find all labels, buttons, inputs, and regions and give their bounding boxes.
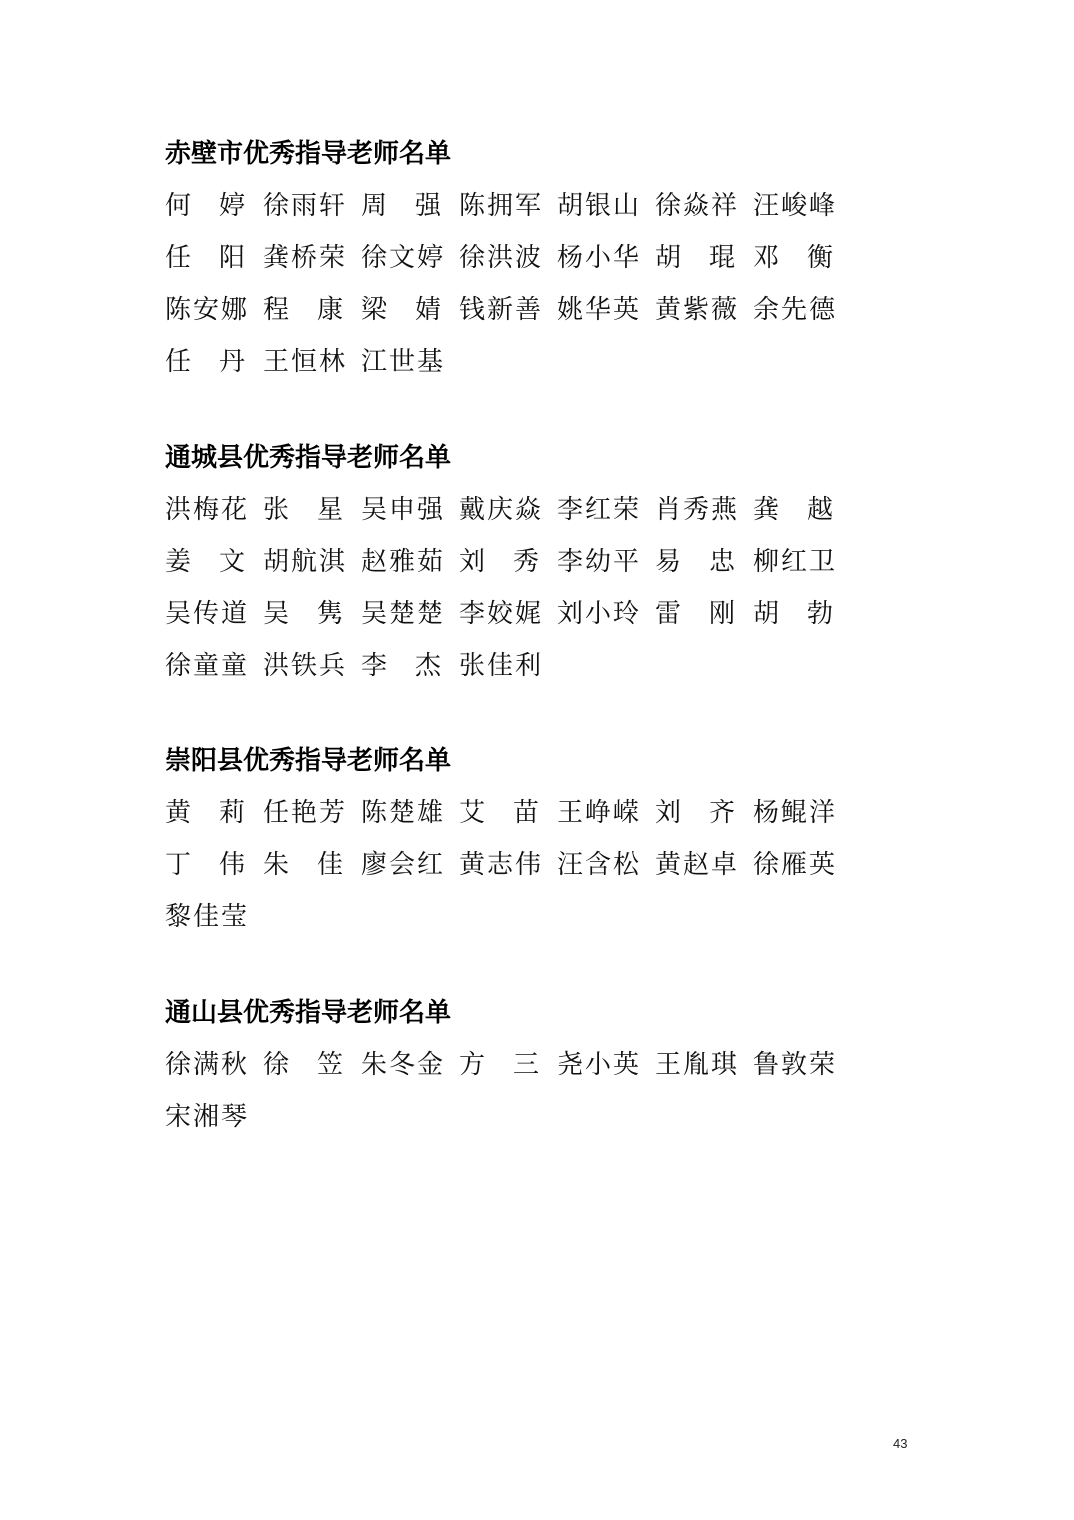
teacher-name: 鲁敦荣: [753, 1050, 838, 1080]
teacher-name: 任艳芳: [263, 798, 348, 828]
teacher-name: 李姣娓: [459, 599, 544, 629]
section-title: 通城县优秀指导老师名单: [165, 443, 452, 473]
teacher-name: 陈拥军: [459, 191, 544, 221]
teacher-name: 艾 苗: [459, 798, 542, 828]
teacher-name: 周 强: [361, 191, 444, 221]
teacher-name: 刘小玲: [557, 599, 642, 629]
teacher-name: 邓 衡: [753, 243, 836, 273]
teacher-name: 胡 勃: [753, 599, 836, 629]
teacher-name: 吴 隽: [263, 599, 346, 629]
names-row: [165, 891, 865, 943]
teacher-name: 龚桥荣: [263, 243, 348, 273]
teacher-name: 肖秀燕: [655, 495, 740, 525]
names-row: [165, 284, 865, 336]
teacher-name: 龚 越: [753, 495, 836, 525]
names-row: [165, 839, 865, 891]
teacher-name: 姜 文: [165, 547, 248, 577]
teacher-name: 廖会红: [361, 850, 446, 880]
teacher-name: 王峥嵘: [557, 798, 642, 828]
names-row: [165, 588, 865, 640]
teacher-name: 徐 笠: [263, 1050, 346, 1080]
teacher-name: 方 三: [459, 1050, 542, 1080]
teacher-name: 洪铁兵: [263, 651, 348, 681]
names-row: [165, 232, 865, 284]
teacher-name: 黄 莉: [165, 798, 248, 828]
teacher-name: 钱新善: [459, 295, 544, 325]
teacher-name: 徐童童: [165, 651, 250, 681]
teacher-name: 黄紫薇: [655, 295, 740, 325]
section-title: 赤壁市优秀指导老师名单: [165, 139, 452, 169]
teacher-name: 何 婷: [165, 191, 248, 221]
teacher-name: 程 康: [263, 295, 346, 325]
names-row: [165, 484, 865, 536]
teacher-name: 李 杰: [361, 651, 444, 681]
teacher-name: 吴传道: [165, 599, 250, 629]
teacher-name: 徐雨轩: [263, 191, 348, 221]
teacher-name: 朱冬金: [361, 1050, 446, 1080]
teacher-name: 刘 齐: [655, 798, 738, 828]
section-tongcheng: [165, 432, 865, 692]
names-row: [165, 1091, 865, 1143]
names-list: [165, 1039, 865, 1143]
names-row: [165, 536, 865, 588]
section-title: 通山县优秀指导老师名单: [165, 998, 452, 1028]
teacher-name: 张佳利: [459, 651, 544, 681]
names-list: [165, 484, 865, 692]
teacher-name: 汪含松: [557, 850, 642, 880]
teacher-name: 王胤琪: [655, 1050, 740, 1080]
page-number: 43: [893, 1436, 908, 1451]
names-row: [165, 1039, 865, 1091]
teacher-name: 余先德: [753, 295, 838, 325]
teacher-name: 任 丹: [165, 347, 248, 377]
names-list: [165, 787, 865, 943]
teacher-name: 柳红卫: [753, 547, 838, 577]
teacher-name: 黄志伟: [459, 850, 544, 880]
teacher-name: 李红荣: [557, 495, 642, 525]
section-title: 崇阳县优秀指导老师名单: [165, 746, 452, 776]
teacher-name: 江世基: [361, 347, 446, 377]
teacher-name: 杨小华: [557, 243, 642, 273]
names-list: [165, 180, 865, 388]
teacher-name: 徐焱祥: [655, 191, 740, 221]
names-row: [165, 336, 865, 388]
teacher-name: 刘 秀: [459, 547, 542, 577]
teacher-name: 徐雁英: [753, 850, 838, 880]
section-tongshan: [165, 987, 865, 1143]
teacher-name: 胡航淇: [263, 547, 348, 577]
teacher-name: 胡银山: [557, 191, 642, 221]
teacher-name: 李幼平: [557, 547, 642, 577]
teacher-name: 戴庆焱: [459, 495, 544, 525]
teacher-name: 汪峻峰: [753, 191, 838, 221]
names-row: [165, 787, 865, 839]
teacher-name: 杨鲲洋: [753, 798, 838, 828]
teacher-name: 胡 琨: [655, 243, 738, 273]
names-row: [165, 180, 865, 232]
teacher-name: 徐满秋: [165, 1050, 250, 1080]
teacher-name: 丁 伟: [165, 850, 248, 880]
teacher-name: 姚华英: [557, 295, 642, 325]
section-chibi: [165, 128, 865, 388]
teacher-name: 陈安娜: [165, 295, 250, 325]
teacher-name: 黎佳莹: [165, 902, 250, 932]
teacher-name: 易 忠: [655, 547, 738, 577]
teacher-name: 吴楚楚: [361, 599, 446, 629]
teacher-name: 宋湘琴: [165, 1102, 250, 1132]
teacher-name: 雷 刚: [655, 599, 738, 629]
teacher-name: 任 阳: [165, 243, 248, 273]
teacher-name: 朱 佳: [263, 850, 346, 880]
teacher-name: 王恒林: [263, 347, 348, 377]
teacher-name: 赵雅茹: [361, 547, 446, 577]
teacher-name: 洪梅花: [165, 495, 250, 525]
section-chongyang: [165, 735, 865, 943]
teacher-name: 吴申强: [361, 495, 446, 525]
names-row: [165, 640, 865, 692]
teacher-name: 陈楚雄: [361, 798, 446, 828]
teacher-name: 梁 婧: [361, 295, 444, 325]
teacher-name: 黄赵卓: [655, 850, 740, 880]
teacher-name: 尧小英: [557, 1050, 642, 1080]
teacher-name: 徐洪波: [459, 243, 544, 273]
teacher-name: 徐文婷: [361, 243, 446, 273]
teacher-name: 张 星: [263, 495, 346, 525]
